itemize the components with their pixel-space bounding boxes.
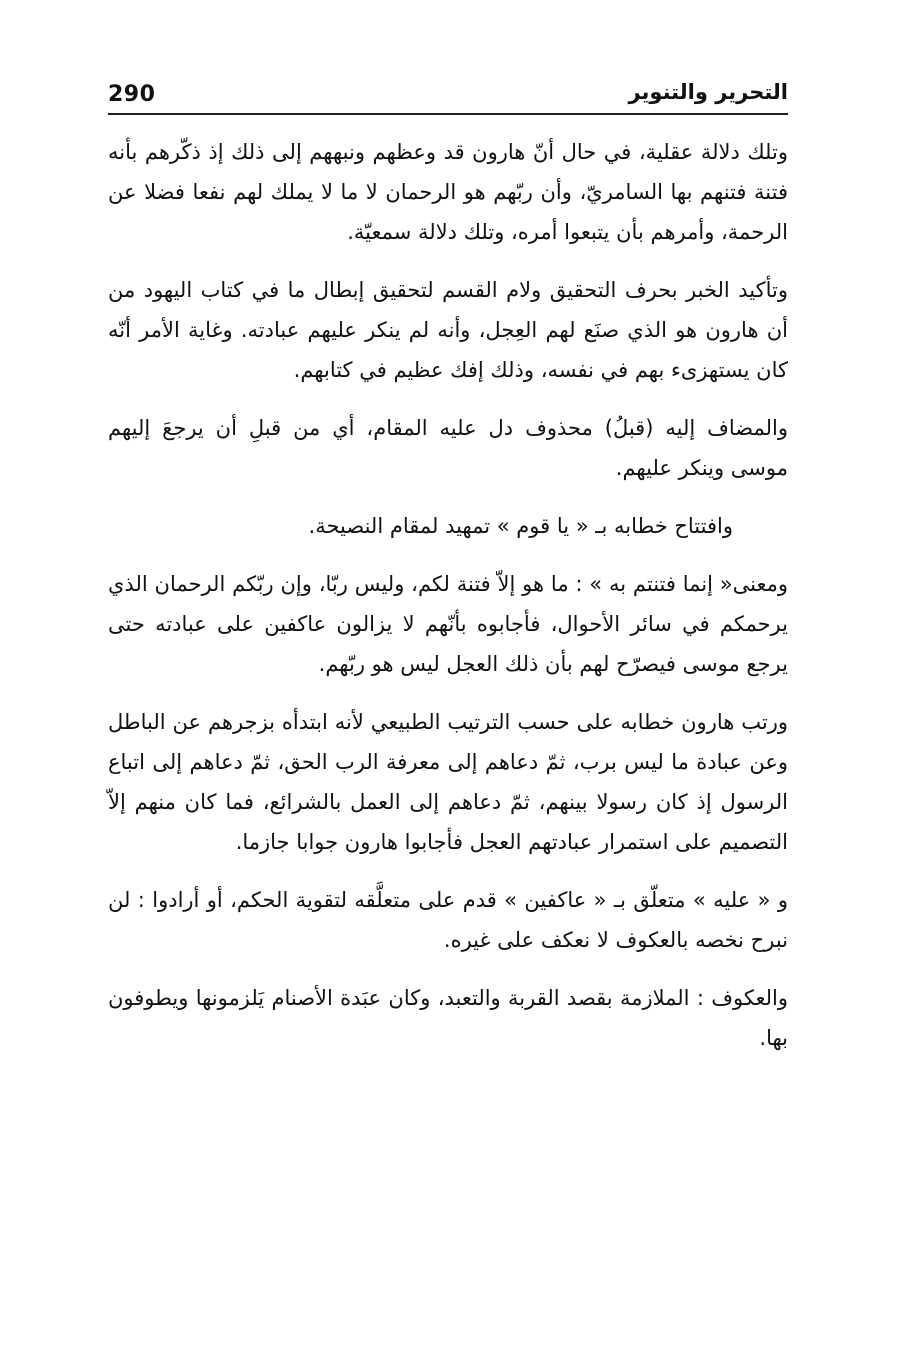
paragraph-2: وتأكيد الخبر بحرف التحقيق ولام القسم لتحقيق إبطال ما في كتاب اليهود من أن هارون هو الذي صنَع لهم العِجل، وأنه لم ينكر عليهم عبادته. وغاية الأمر أنّه كان يستهزىء بهم في نفسه، وذلك إفك عظيم في كتابهم.	[108, 278, 788, 382]
paragraph-5: ومعنى« إنما فتنتم به » : ما هو إلاّ فتنة لكم، وليس ربّا، وإن ربّكم الرحمان الذي يرحمكم في سائر الأحوال، فأجابوه بأنّهم لا يزالون عاكفين على عبادته حتى يرجع موسى فيصرّح لهم بأن ذلك العجل ليس هو ربّهم.	[108, 572, 788, 676]
running-title: التحرير والتنوير	[628, 80, 788, 104]
paragraph-3: والمضاف إليه (قبلُ) محذوف دل عليه المقام، أي من قبلِ أن يرجعَ إليهم موسى وينكر عليهم.	[108, 416, 788, 480]
paragraph-7: و « عليه » متعلّق بـ « عاكفين » قدم على متعلَّقه لتقوية الحكم، أو أرادوا : لن نبرح نخصه بالعكوف لا نعكف على غيره.	[108, 888, 788, 952]
paragraph-4: وافتتاح خطابه بـ « يا قوم » تمهيد لمقام النصيحة.	[308, 514, 733, 538]
paragraph-1: وتلك دلالة عقلية، في حال أنّ هارون قد وعظهم ونبههم إلى ذلك إذ ذكّرهم بأنه فتنة فتنهم بها السامريّ، وأن ربّهم هو الرحمان لا ما لا يملك لهم نفعا فضلا عن الرحمة، وأمرهم بأن يتبعوا أمره، وتلك دلالة سمعيّة.	[108, 140, 788, 244]
page-number: 290	[108, 82, 156, 107]
page-header	[108, 78, 788, 114]
paragraph-6: ورتب هارون خطابه على حسب الترتيب الطبيعي لأنه ابتدأه بزجرهم عن الباطل وعن عبادة ما ليس برب، ثمّ دعاهم إلى معرفة الرب الحق، ثمّ دعاهم إلى اتباع الرسول إذ كان رسولا بينهم، ثمّ دعاهم إلى العمل بالشرائع، فما كان منهم إلاّ التصميم على استمرار عبادتهم العجل فأجابوا هارون جوابا جازما.	[108, 710, 788, 854]
header-divider	[108, 113, 788, 115]
paragraph-8: والعكوف : الملازمة بقصد القربة والتعبد، وكان عبَدة الأصنام يَلزمونها ويطوفون بها.	[108, 986, 788, 1050]
body-text	[108, 132, 788, 1076]
